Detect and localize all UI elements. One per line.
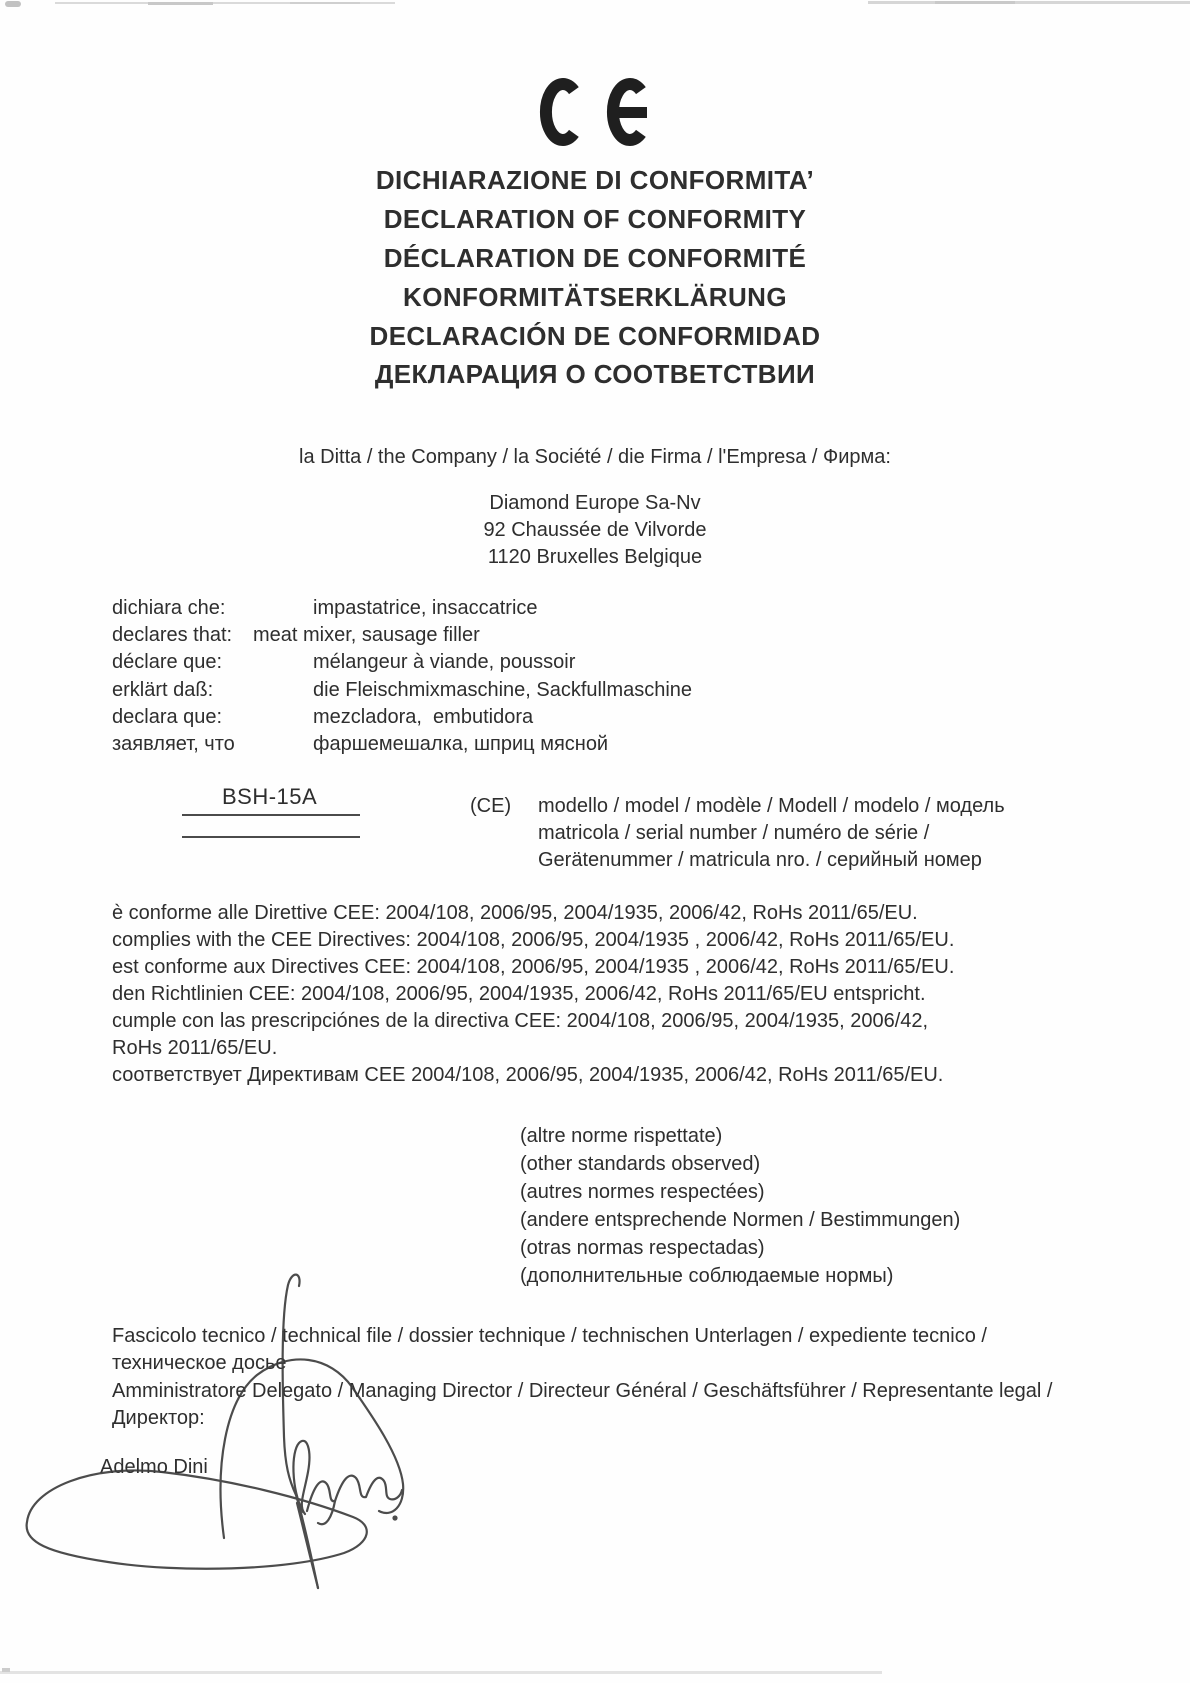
scan-artifact-bottom-line xyxy=(0,1671,882,1674)
technical-file-line-ru: техническое досье xyxy=(112,1352,287,1374)
scan-artifact-line-mid xyxy=(290,2,360,4)
model-caption-line2: matricola / serial number / numéro de série / xyxy=(538,822,930,844)
model-underline-2 xyxy=(182,836,360,838)
standards-line-es: (otras normas respectadas) xyxy=(520,1237,765,1259)
title-russian: ДЕКЛАРАЦИЯ О СООТВЕТСТВИИ xyxy=(374,359,816,389)
signature-v-stroke xyxy=(297,1503,318,1588)
scan-artifact-line-right-dark xyxy=(935,1,1015,4)
declare-value-fr: mélangeur à viande, poussoir xyxy=(313,651,576,673)
directive-line-es-wrap: RoHs 2011/65/EU. xyxy=(112,1037,278,1059)
directive-line-it: è conforme alle Direttive CEE: 2004/108, 2006/95, 2004/1935, 2006/42, RoHs 2011/65/EU. xyxy=(112,902,918,924)
signature-scribble xyxy=(0,1260,700,1650)
directive-line-fr: est conforme aux Directives CEE: 2004/108, 2006/95, 2004/1935 , 2006/42, RoHs 2011/65/EU. xyxy=(112,956,955,978)
directive-line-en: complies with the CEE Directives: 2004/108, 2006/95, 2004/1935 , 2006/42, RoHs 2011/65/EU. xyxy=(112,929,955,951)
declare-value-en: meat mixer, sausage filler xyxy=(253,624,480,646)
signature-tail-stroke xyxy=(318,1501,335,1524)
standards-line-it: (altre norme rispettate) xyxy=(520,1125,723,1147)
signatory-name: Adelmo Dini xyxy=(100,1456,208,1478)
signature-loop-stroke xyxy=(293,1441,309,1514)
declare-label-it: dichiara che: xyxy=(112,597,226,619)
scan-artifact-speck xyxy=(5,1,21,7)
title-italian: DICHIARAZIONE DI CONFORMITA’ xyxy=(375,165,815,195)
declare-label-fr: déclare que: xyxy=(112,651,223,673)
signature-squiggle-stroke xyxy=(307,1476,402,1511)
scan-artifact-line-left-dark xyxy=(148,2,213,5)
declare-label-de: erklärt daß: xyxy=(112,679,214,701)
company-address: 92 Chaussée de Vilvorde xyxy=(483,519,707,541)
signature-dot xyxy=(392,1515,397,1520)
company-label: la Ditta / the Company / la Société / die Firma / l'Empresa / Фирма: xyxy=(299,446,891,468)
declare-label-en: declares that: xyxy=(112,624,233,646)
model-number: BSH-15A xyxy=(222,784,318,809)
signature-ellipse-stroke xyxy=(27,1470,367,1568)
scan-artifact-bottom-tick xyxy=(2,1668,10,1672)
directive-line-de: den Richtlinien CEE: 2004/108, 2006/95, 2004/1935, 2006/42, RoHs 2011/65/EU entspricht. xyxy=(112,983,926,1005)
technical-file-line: Fascicolo tecnico / technical file / dossier technique / technischen Unterlagen / expediente tecnico / xyxy=(112,1325,987,1347)
declare-value-es: mezcladora, embutidora xyxy=(313,706,534,728)
declare-label-es: declara que: xyxy=(112,706,223,728)
title-french: DÉCLARATION DE CONFORMITÉ xyxy=(383,243,807,273)
title-english: DECLARATION OF CONFORMITY xyxy=(383,204,807,234)
director-label-ru: Директор: xyxy=(112,1407,205,1429)
standards-line-de: (andere entsprechende Normen / Bestimmungen) xyxy=(520,1209,961,1231)
company-city: 1120 Bruxelles Belgique xyxy=(487,546,703,568)
model-caption-line1: modello / model / modèle / Modell / modelo / модель xyxy=(538,795,1005,817)
declare-value-ru: фаршемешалка, шприц мясной xyxy=(313,733,609,755)
scan-artifact-line-right xyxy=(868,1,1190,4)
company-name: Diamond Europe Sa-Nv xyxy=(489,492,701,514)
ce-paren-label: (CE) xyxy=(470,795,512,817)
managing-director-line: Amministratore Delegato / Managing Director / Directeur Général / Geschäftsführer / Representante legal / xyxy=(112,1380,1053,1402)
title-german: KONFORMITÄTSERKLÄRUNG xyxy=(403,282,787,312)
standards-line-en: (other standards observed) xyxy=(520,1153,761,1175)
ce-mark-icon xyxy=(528,70,663,155)
title-spanish: DECLARACIÓN DE CONFORMIDAD xyxy=(369,321,821,351)
directive-line-es: cumple con las prescripciónes de la directiva CEE: 2004/108, 2006/95, 2004/1935, 2006/42, xyxy=(112,1010,929,1032)
model-caption-line3: Gerätenummer / matricula nro. / серийный номер xyxy=(538,849,982,871)
declare-label-ru: заявляет, что xyxy=(112,733,235,755)
declare-value-it: impastatrice, insaccatrice xyxy=(313,597,538,619)
declare-value-de: die Fleischmixmaschine, Sackfullmaschine xyxy=(313,679,693,701)
standards-line-ru: (дополнительные соблюдаемые нормы) xyxy=(520,1265,894,1287)
directive-line-ru: соответствует Директивам CEE 2004/108, 2006/95, 2004/1935, 2006/42, RoHs 2011/65/EU. xyxy=(112,1064,944,1086)
model-underline-1 xyxy=(182,814,360,816)
standards-line-fr: (autres normes respectées) xyxy=(520,1181,765,1203)
signature-tall-stroke xyxy=(283,1275,318,1588)
